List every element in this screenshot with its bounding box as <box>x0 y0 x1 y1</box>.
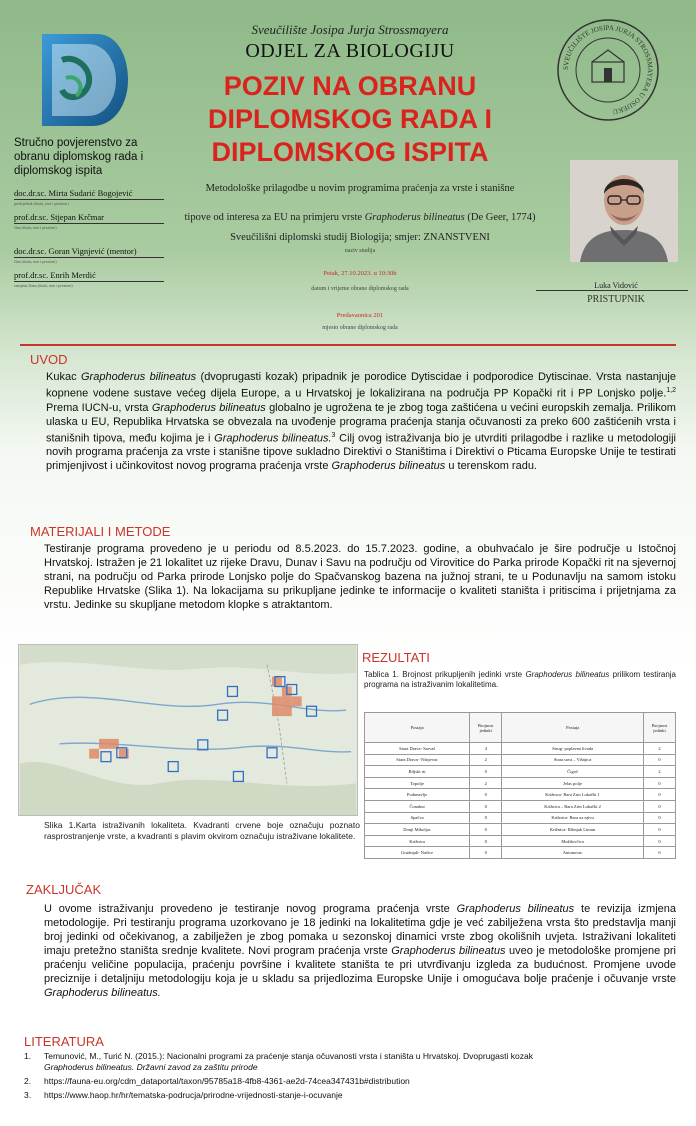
member-role: član (titula, ime i prezime) <box>14 259 57 264</box>
study-label: naziv studija <box>344 248 376 254</box>
table-cell-count: 0 <box>470 824 502 836</box>
member-role: zamjena člana (titula, ime i prezime) <box>14 283 73 288</box>
table-cell-station: Stara sava – Višnjica <box>502 754 644 766</box>
table-cell-station: Jelas polje <box>502 777 644 789</box>
table-cell-station: Križnica – Bara Zrin Lukački 2 <box>502 800 644 812</box>
member-name: doc.dr.sc. Mirta Sudarić Bogojević <box>14 188 133 198</box>
table-cell-count: 0 <box>643 800 675 812</box>
reference-text: Temunović, M., Turić N. (2015.): Nacionalni programi za praćenje stanja očuvanosti vrsta i staništa u Hrvatskoj. Dvoprugasti kozak <box>44 1051 533 1061</box>
member-role: predsjednik (titula, ime i prezime) <box>14 201 69 206</box>
table-row <box>365 847 676 859</box>
table-cell-station: Biljski rit <box>365 766 470 778</box>
table-cell-count: 0 <box>470 766 502 778</box>
table-cell-station: Križnica- Ribnjak Limun <box>502 824 644 836</box>
table-cell-station: Stara Drava- Višnjevac <box>365 754 470 766</box>
table-header-row <box>365 713 676 743</box>
title-line-3: DIPLOMSKOG ISPITA <box>211 137 489 167</box>
table-cell-count: 2 <box>470 754 502 766</box>
table-header: Postaja <box>502 713 644 743</box>
table-cell-count: 0 <box>643 824 675 836</box>
table-cell-count: 0 <box>643 835 675 847</box>
metode-paragraph: Testiranje programa provedeno je u periodu od 8.5.2023. do 15.7.2023. godine, a obuhvaćalo je šire područje u Istočnoj Hrvatskoj. Istražen je 21 lokalitet uz rijeke Dravu, Dunav i Savu na području od Virovitice do Parka prirode Kopački rit na sjevernoj strani, na području od Parka prirode Lonjsko polje do Spačvanskog bazena na južnoj strani, te u Podunavlju na samom istoku Republike Hrvatske (Slika 1). Na lokacijama su prikupljane jedinke te informacije o kvaliteti staništa i pritiscima i prijetnjama za vrstu. Jedinke su skupljane metodom klopke s atraktantom. <box>44 543 676 611</box>
section-title-literatura: LITERATURA <box>24 1034 104 1049</box>
table-cell-count: 0 <box>643 789 675 801</box>
table-row <box>365 835 676 847</box>
table-cell-station: Donji Miholjac <box>365 824 470 836</box>
table-row <box>365 824 676 836</box>
reference-item <box>24 1090 684 1101</box>
table-cell-station: Podunavlje <box>365 789 470 801</box>
table-cell-station: Križnica- Bara uz njivu <box>502 812 644 824</box>
reference-link[interactable]: https://fauna-eu.org/cdm_dataportal/taxon/95785a18-4fb8-4361-ae2d-74cea347431b#distribution <box>44 1076 410 1086</box>
table-cell-count: 0 <box>470 847 502 859</box>
table-cell-count: 2 <box>470 777 502 789</box>
student-name: Luka Vidović <box>594 281 638 290</box>
table-cell-count: 0 <box>470 835 502 847</box>
table-cell-station: Grudnjak- Našice <box>365 847 470 859</box>
table-cell-count: 4 <box>470 743 502 755</box>
results-table <box>364 712 676 859</box>
department-logo <box>36 30 132 130</box>
seal-text: SVEUČILIŠTE JOSIPA JURJA STROSSMAYERA U OSIJEKU <box>561 23 655 116</box>
table-cell-station: Mužilovčica <box>502 835 644 847</box>
main-title <box>120 70 580 169</box>
table-cell-count: 0 <box>470 789 502 801</box>
map-caption: Slika 1.Karta istraživanih lokaliteta. Kvadranti crvene boje označuju poznato rasprostranjenje vrste, a kvadranti s plavim okvirom označuju istraživane lokalitete. <box>44 820 360 841</box>
defense-date-label: datum i vrijeme obrane diplomskog rada <box>311 286 409 292</box>
study-program: Sveučilišni diplomski studij Biologija; smjer: ZNANSTVENI <box>230 232 490 243</box>
table-caption: Tablica 1. Brojnost prikupljenih jedinki vrste Graphoderus bilineatus prilikom testiranja programa na istraživanim lokalitetima. <box>364 670 676 689</box>
reference-number: 3. <box>24 1090 32 1100</box>
table-cell-station: Križnica- Bara Zrin Lukački 1 <box>502 789 644 801</box>
section-title-rezultati: REZULTATI <box>362 650 430 665</box>
section-title-metode: MATERIJALI I METODE <box>30 524 171 539</box>
table-cell-count: 0 <box>643 777 675 789</box>
table-cell-count: 0 <box>470 800 502 812</box>
table-cell-station: Čigoč <box>502 766 644 778</box>
defense-room-label: mjesto obrane diplomskog rada <box>322 325 398 331</box>
table-header: Brojnost jedinki <box>643 713 675 743</box>
table-header: Postaja <box>365 713 470 743</box>
table-cell-station: Stara Drava- Sarvaš <box>365 743 470 755</box>
table-row <box>365 800 676 812</box>
defense-room: Predavaonica 201 <box>336 312 384 319</box>
header-divider <box>20 344 676 346</box>
section-title-uvod: UVOD <box>30 352 68 367</box>
reference-item <box>24 1076 684 1087</box>
table-cell-station: Topolje <box>365 777 470 789</box>
thesis-title-line-1: Metodološke prilagodbe u novim programima praćenja za vrste i stanišne <box>205 183 515 194</box>
member-role: član (titula, ime i prezime) <box>14 225 57 230</box>
zakljucak-paragraph: U ovome istraživanju provedeno je testiranje novog programa praćenja vrste Graphoderus bilineatus te revizija izmjena metodologije. Pri testiranju programa uzorkovano je 18 jedinki na lokalitetima gdje je već zabilježena vrsta što predstavlja manji broj jedinki od očekivanog, a zabilježen je zbog pomaka u sezonskoj dinamici vrste zbog okolišnih uvjeta. Istraživani lokaliteti imaju pretežno staništa srednje kvalitete. Novi program praćenja vrste Graphoderus bilineatus uveo je metodološke promjene pri praćenju veličine populacija, praćenju površine i kvalitete staništa te pri utvrđivanju izgleda za budućnost. Promjene uvode preciznije i detaljniju metodologiju koja je u skladu sa prijedlozima Europske Unije i omogućava bolje praćenje i očuvanje vrste Graphoderus bilineatus. <box>44 903 676 999</box>
table-cell-count: 2 <box>643 766 675 778</box>
table-cell-station: Spačva <box>365 812 470 824</box>
committee-member <box>14 212 164 230</box>
table-cell-count: 2 <box>643 743 675 755</box>
table-cell-count: 0 <box>643 754 675 766</box>
reference-text: Graphoderus bilineatus. Državni zavod za zaštitu prirode <box>44 1061 258 1072</box>
member-name: prof.dr.sc. Stjepan Krčmar <box>14 212 104 222</box>
table-cell-station: Antunovac <box>502 847 644 859</box>
student-photo <box>570 160 678 262</box>
university-name: Sveučilište Josipa Jurja Strossmayera <box>251 22 449 37</box>
table-row <box>365 743 676 755</box>
table-cell-count: 0 <box>643 812 675 824</box>
table-cell-station: Strug- poplavna livada <box>502 743 644 755</box>
table-cell-station: Čonakut <box>365 800 470 812</box>
thesis-title-line-2: tipove od interesa za EU na primjeru vrste Graphoderus bilineatus (De Geer, 1774) <box>184 212 536 223</box>
table-row <box>365 754 676 766</box>
table-row <box>365 777 676 789</box>
student-role: PRISTUPNIK <box>587 294 645 305</box>
section-title-zakljucak: ZAKLJUČAK <box>26 882 102 897</box>
table-row <box>365 789 676 801</box>
committee-title: Stručno povjerenstvo za obranu diplomskog rada i diplomskog ispita <box>14 137 144 177</box>
table-row <box>365 766 676 778</box>
reference-item <box>24 1051 684 1072</box>
table-row <box>365 812 676 824</box>
uvod-paragraph: Kukac Graphoderus bilineatus (dvoprugasti kozak) pripadnik je porodice Dytiscidae i podporodice Dytiscinae. Vrsta nastanjuje kopnene vodene sustave većeg dijela Europe, a u Hrvatskoj je lokalizirana na područja PP Kopački rit i PP Lonjsko polje.$^{1,2}$ Prema IUCN-u, vrsta Graphoderus bilineatus globalno je ugrožena te je zbog toga zaštićena u većini europskih zemalja. Prilikom ulaska u EU, Republika Hrvatska se obvezala na uvođenje programa praćenja stanja očuvanosti za preko 600 zaštićenih vrsta i stanišnih tipova, među kojima je i Graphoderus bilineatus.$^3$ Cilj ovog istraživanja bio je utvrditi prilagodbe i razlike u metodologiji novih programa praćenja za vrste i stanišne tipove sukladno Direktivi o Staništima i Direktivi o Pticama Europske Unije te testirati primjenjivost i učinkovitost novog programa praćenja vrste Graphoderus bilineatus u terenskom radu. <box>46 371 676 473</box>
table-cell-station: Križnica <box>365 835 470 847</box>
committee-member <box>14 246 164 264</box>
table-header: Brojnost jedinki <box>470 713 502 743</box>
student-divider <box>536 290 688 291</box>
table-cell-count: 6 <box>643 847 675 859</box>
department-name: ODJEL ZA BIOLOGIJU <box>245 40 455 62</box>
table-cell-count: 0 <box>470 812 502 824</box>
reference-link[interactable]: https://www.haop.hr/hr/tematska-podrucja/prirodne-vrijednosti-stanje-i-ocuvanje <box>44 1090 343 1100</box>
member-name: prof.dr.sc. Enrih Merdić <box>14 270 96 280</box>
title-line-2: DIPLOMSKOG RADA I <box>207 104 492 134</box>
committee-member <box>14 270 164 288</box>
member-name: doc.dr.sc. Goran Vignjević (mentor) <box>14 246 137 256</box>
reference-number: 2. <box>24 1076 32 1086</box>
committee-member <box>14 188 164 206</box>
reference-number: 1. <box>24 1051 32 1061</box>
locality-map <box>18 644 358 816</box>
defense-date: Petak, 27.10.2023. u 10:30h <box>323 270 397 277</box>
title-line-1: POZIV NA OBRANU <box>223 71 477 101</box>
university-seal <box>556 18 660 122</box>
